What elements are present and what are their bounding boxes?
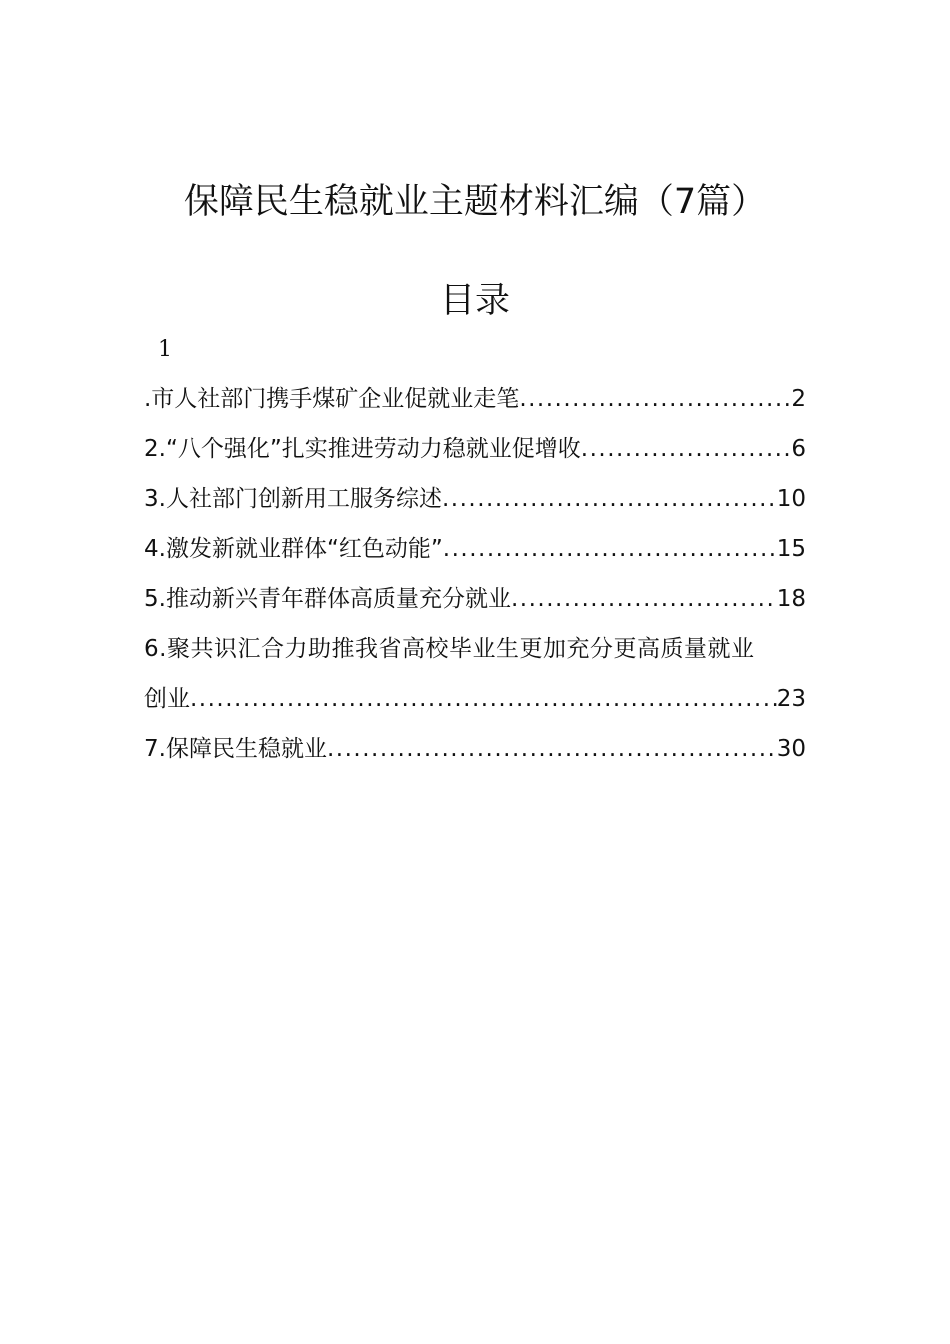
toc-entry-page: 2 [791,386,806,412]
toc-entry-label: 5.推动新兴青年群体高质量充分就业 [144,586,511,612]
toc-entry-4[interactable] [144,524,806,574]
toc-entry-page: 23 [776,686,806,712]
toc-entry-3[interactable] [144,474,806,524]
toc-entry-7[interactable] [144,724,806,774]
toc-leader-dots [511,574,777,624]
document-title: 保障民生稳就业主题材料汇编（7篇） [183,182,767,222]
toc-entry-1[interactable] [144,374,806,424]
toc-entry-page: 10 [776,486,806,512]
toc-entry-label: .市人社部门携手煤矿企业促就业走笔 [144,386,520,412]
toc-entry-label: 4.激发新就业群体“红色动能” [144,536,443,562]
toc-leader-dots [442,474,777,524]
toc-entry-label-line1: 6.聚共识汇合力助推我省高校毕业生更加充分更高质量就业 [144,636,755,662]
toc-entry-page: 6 [791,436,806,462]
toc-entry-page: 30 [776,736,806,762]
toc-entry-2[interactable] [144,424,806,474]
toc-entry-label: 3.人社部门创新用工服务综述 [144,486,442,512]
toc-leader-dots [190,674,777,724]
toc-entry-label: 7.保障民生稳就业 [144,736,327,762]
toc-entry-label: 2.“八个强化”扎实推进劳动力稳就业促增收 [144,436,581,462]
toc-heading: 目录 [439,281,510,321]
toc-leader-dots [443,524,777,574]
toc-entry-5[interactable] [144,574,806,624]
toc-leader-dots [581,424,792,474]
toc-entry-label-line2: 创业 [144,686,190,712]
toc-leader-dots [519,374,791,424]
toc-entry-6[interactable] [144,624,806,724]
toc-entry-page: 18 [776,586,806,612]
toc-entry-page: 15 [776,536,806,562]
table-of-contents [144,374,806,774]
page-marker: 1 [158,337,172,362]
toc-leader-dots [327,724,777,774]
